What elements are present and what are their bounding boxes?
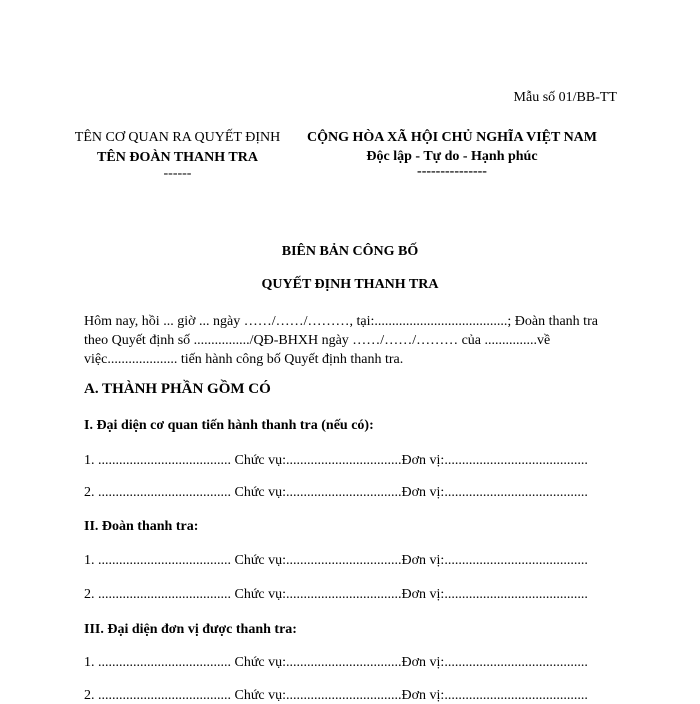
list-item: 1. ...................................... Chức vụ:.................................Đơn vị:......................................... <box>84 655 588 670</box>
subsection-inspection-team: II. Đoàn thanh tra: <box>84 519 199 534</box>
document-title-line2: QUYẾT ĐỊNH THANH TRA <box>261 277 439 292</box>
section-a-heading: A. THÀNH PHẦN GỒM CÓ <box>84 381 271 397</box>
list-item: 2. ...................................... Chức vụ:.................................Đơn vị:......................................... <box>84 485 588 500</box>
list-item: 2. ...................................... Chức vụ:.................................Đơn vị:......................................... <box>84 587 588 602</box>
list-item: 1. ...................................... Chức vụ:.................................Đơn vị:......................................... <box>84 453 588 468</box>
national-header-block <box>290 128 614 178</box>
subsection-inspected-unit: III. Đại diện đơn vị được thanh tra: <box>84 622 297 637</box>
right-divider: --------------- <box>417 164 487 179</box>
intro-paragraph: Hôm nay, hồi ... giờ ... ngày ……/……/………, tại:......................................; Đoàn thanh tra theo Quyết định số ................/QĐ-BHXH ngày ……/……/……… của ...............về việc.................... tiến hành công bố Quyết định thanh tra. <box>84 314 598 367</box>
list-item: 2. ...................................... Chức vụ:.................................Đơn vị:......................................... <box>84 688 588 703</box>
country-name: CỘNG HÒA XÃ HỘI CHỦ NGHĨA VIỆT NAM <box>306 130 597 145</box>
document-title-line1: BIÊN BẢN CÔNG BỐ <box>281 244 419 259</box>
national-motto: Độc lập - Tự do - Hạnh phúc <box>366 149 538 164</box>
left-divider: ------ <box>163 166 192 181</box>
form-code: Mẫu số 01/BB-TT <box>513 90 617 105</box>
agency-name: TÊN CƠ QUAN RA QUYẾT ĐỊNH <box>74 130 281 145</box>
list-item: 1. ...................................... Chức vụ:.................................Đơn vị:......................................... <box>84 553 588 568</box>
inspection-team-name: TÊN ĐOÀN THANH TRA <box>97 150 258 165</box>
issuing-agency-block <box>70 128 285 180</box>
subsection-inspection-agency: I. Đại diện cơ quan tiến hành thanh tra (nếu có): <box>84 418 374 433</box>
